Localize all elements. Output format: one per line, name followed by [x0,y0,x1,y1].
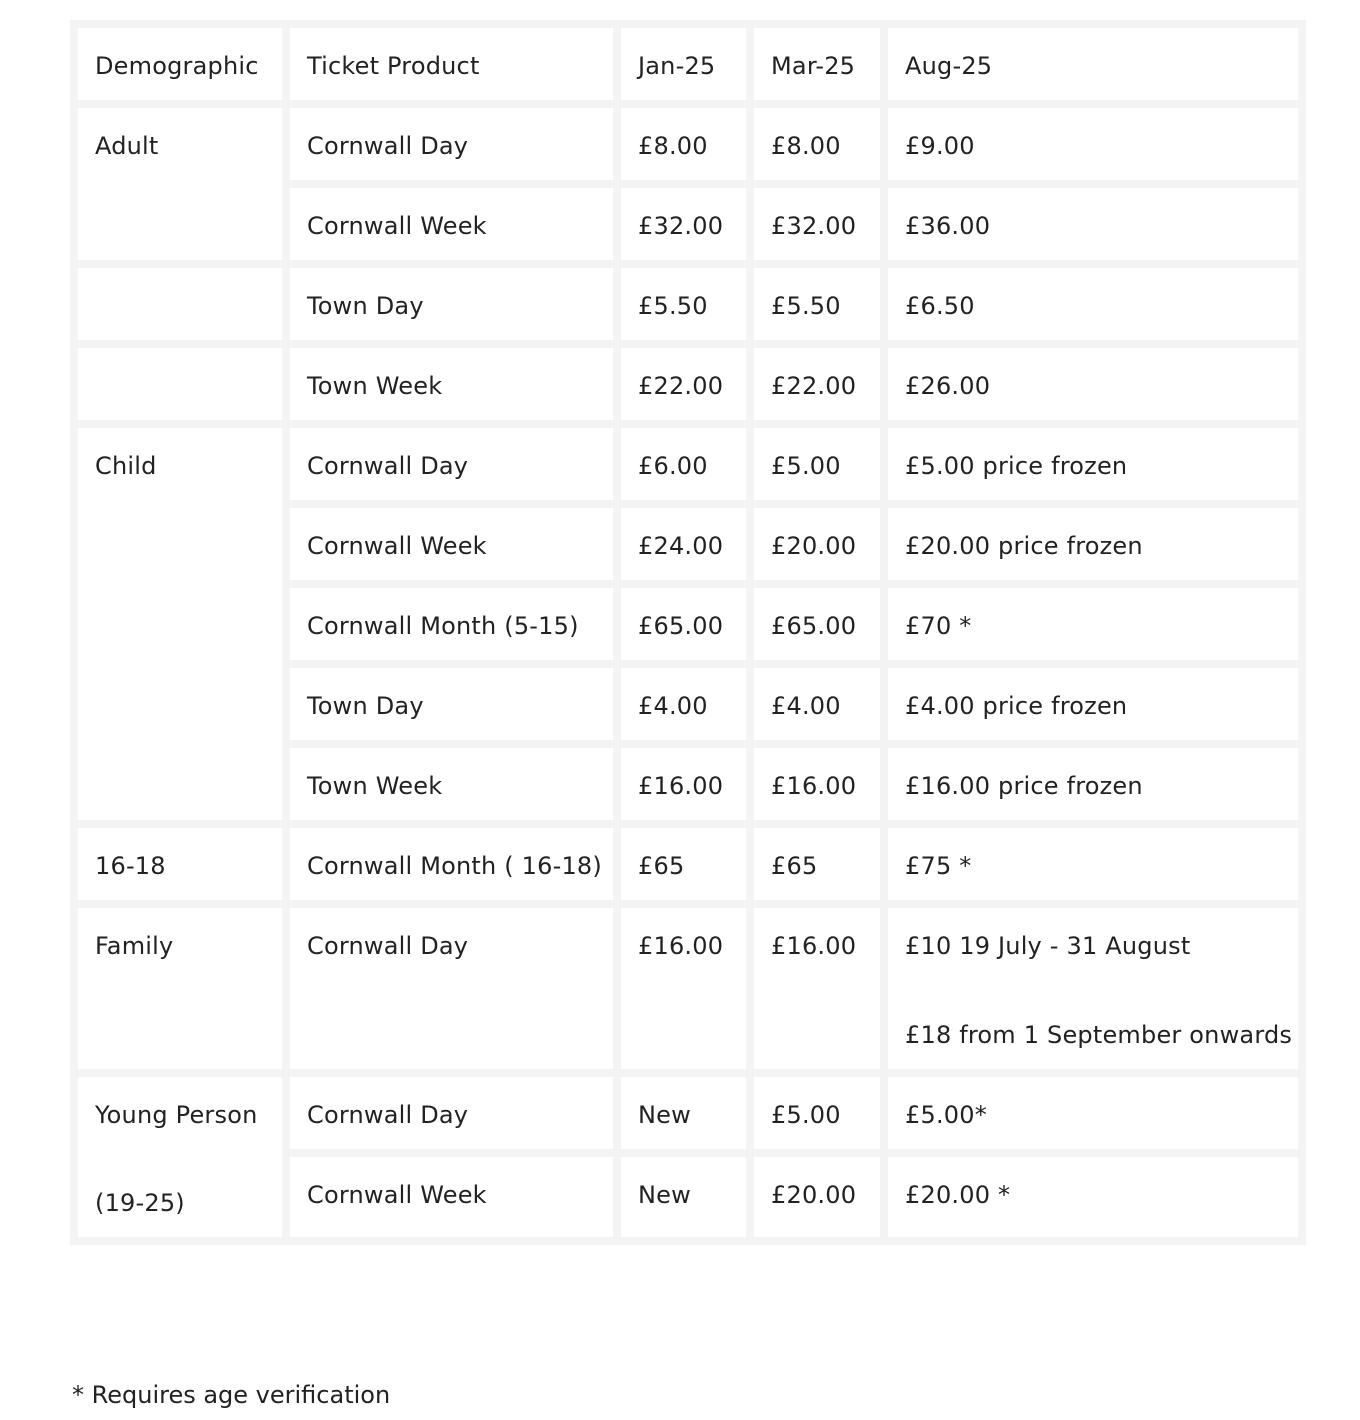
price-aug-cell: £5.00 price frozen [888,428,1298,500]
price-mar-cell: £20.00 [754,508,880,580]
price-jan-cell: £16.00 [621,908,746,1069]
price-jan-cell: £8.00 [621,108,746,180]
price-aug-cell: £75 * [888,828,1298,900]
price-aug-cell: £5.00* [888,1077,1298,1149]
demographic-cell: Family [78,908,282,1069]
header-ticket-product: Ticket Product [290,28,613,100]
product-cell: Town Day [290,268,613,340]
product-cell: Cornwall Week [290,1157,613,1237]
price-jan-cell: £24.00 [621,508,746,580]
demographic-cell: Child [78,428,282,820]
header-jan-25: Jan-25 [621,28,746,100]
price-jan-cell: £6.00 [621,428,746,500]
table-row [78,428,1298,500]
price-mar-cell: £5.00 [754,428,880,500]
price-jan-cell: New [621,1157,746,1237]
demographic-cell [78,348,282,420]
demographic-label: Young Person [95,1101,258,1129]
demographic-cell [78,1077,282,1237]
price-aug-cell: £20.00 * [888,1157,1298,1237]
fares-table [70,20,1306,1245]
fares-table-container [70,20,1306,1245]
price-aug-cell: £26.00 [888,348,1298,420]
demographic-cell: 16-18 [78,828,282,900]
table-row [78,268,1298,340]
product-cell: Cornwall Month ( 16-18) [290,828,613,900]
product-cell: Cornwall Day [290,908,613,1069]
price-aug-cell: £9.00 [888,108,1298,180]
price-mar-cell: £16.00 [754,748,880,820]
price-jan-cell: £65 [621,828,746,900]
price-mar-cell: £32.00 [754,188,880,260]
price-mar-cell: £65.00 [754,588,880,660]
price-aug-cell: £6.50 [888,268,1298,340]
product-cell: Cornwall Day [290,1077,613,1149]
price-mar-cell: £5.00 [754,1077,880,1149]
price-mar-cell: £5.50 [754,268,880,340]
price-mar-cell: £20.00 [754,1157,880,1237]
price-aug-cell: £70 * [888,588,1298,660]
table-row [78,108,1298,180]
price-aug-cell: £36.00 [888,188,1298,260]
table-header-row [78,28,1298,100]
price-jan-cell: £4.00 [621,668,746,740]
price-jan-cell: New [621,1077,746,1149]
demographic-age-range: (19-25) [95,1189,185,1217]
price-jan-cell: £22.00 [621,348,746,420]
product-cell: Cornwall Week [290,508,613,580]
header-demographic: Demographic [78,28,282,100]
product-cell: Cornwall Month (5-15) [290,588,613,660]
product-cell: Town Day [290,668,613,740]
table-row [78,908,1298,1069]
price-mar-cell: £8.00 [754,108,880,180]
footnote: * Requires age verification [72,1381,391,1409]
product-cell: Cornwall Day [290,428,613,500]
product-cell: Cornwall Day [290,108,613,180]
header-aug-25: Aug-25 [888,28,1298,100]
price-mar-cell: £16.00 [754,908,880,1069]
price-mar-cell: £22.00 [754,348,880,420]
product-cell: Town Week [290,748,613,820]
demographic-cell [78,268,282,340]
price-mar-cell: £4.00 [754,668,880,740]
table-row [78,1077,1298,1149]
demographic-cell: Adult [78,108,282,260]
price-jan-cell: £16.00 [621,748,746,820]
price-jan-cell: £32.00 [621,188,746,260]
price-aug-cell [888,908,1298,1069]
aug-price-line-1: £10 19 July - 31 August [905,932,1191,960]
header-mar-25: Mar-25 [754,28,880,100]
price-jan-cell: £5.50 [621,268,746,340]
price-mar-cell: £65 [754,828,880,900]
aug-price-line-2: £18 from 1 September onwards [905,1021,1293,1049]
price-aug-cell: £20.00 price frozen [888,508,1298,580]
table-row [78,828,1298,900]
table-row [78,348,1298,420]
price-aug-cell: £16.00 price frozen [888,748,1298,820]
price-jan-cell: £65.00 [621,588,746,660]
product-cell: Town Week [290,348,613,420]
price-aug-cell: £4.00 price frozen [888,668,1298,740]
product-cell: Cornwall Week [290,188,613,260]
